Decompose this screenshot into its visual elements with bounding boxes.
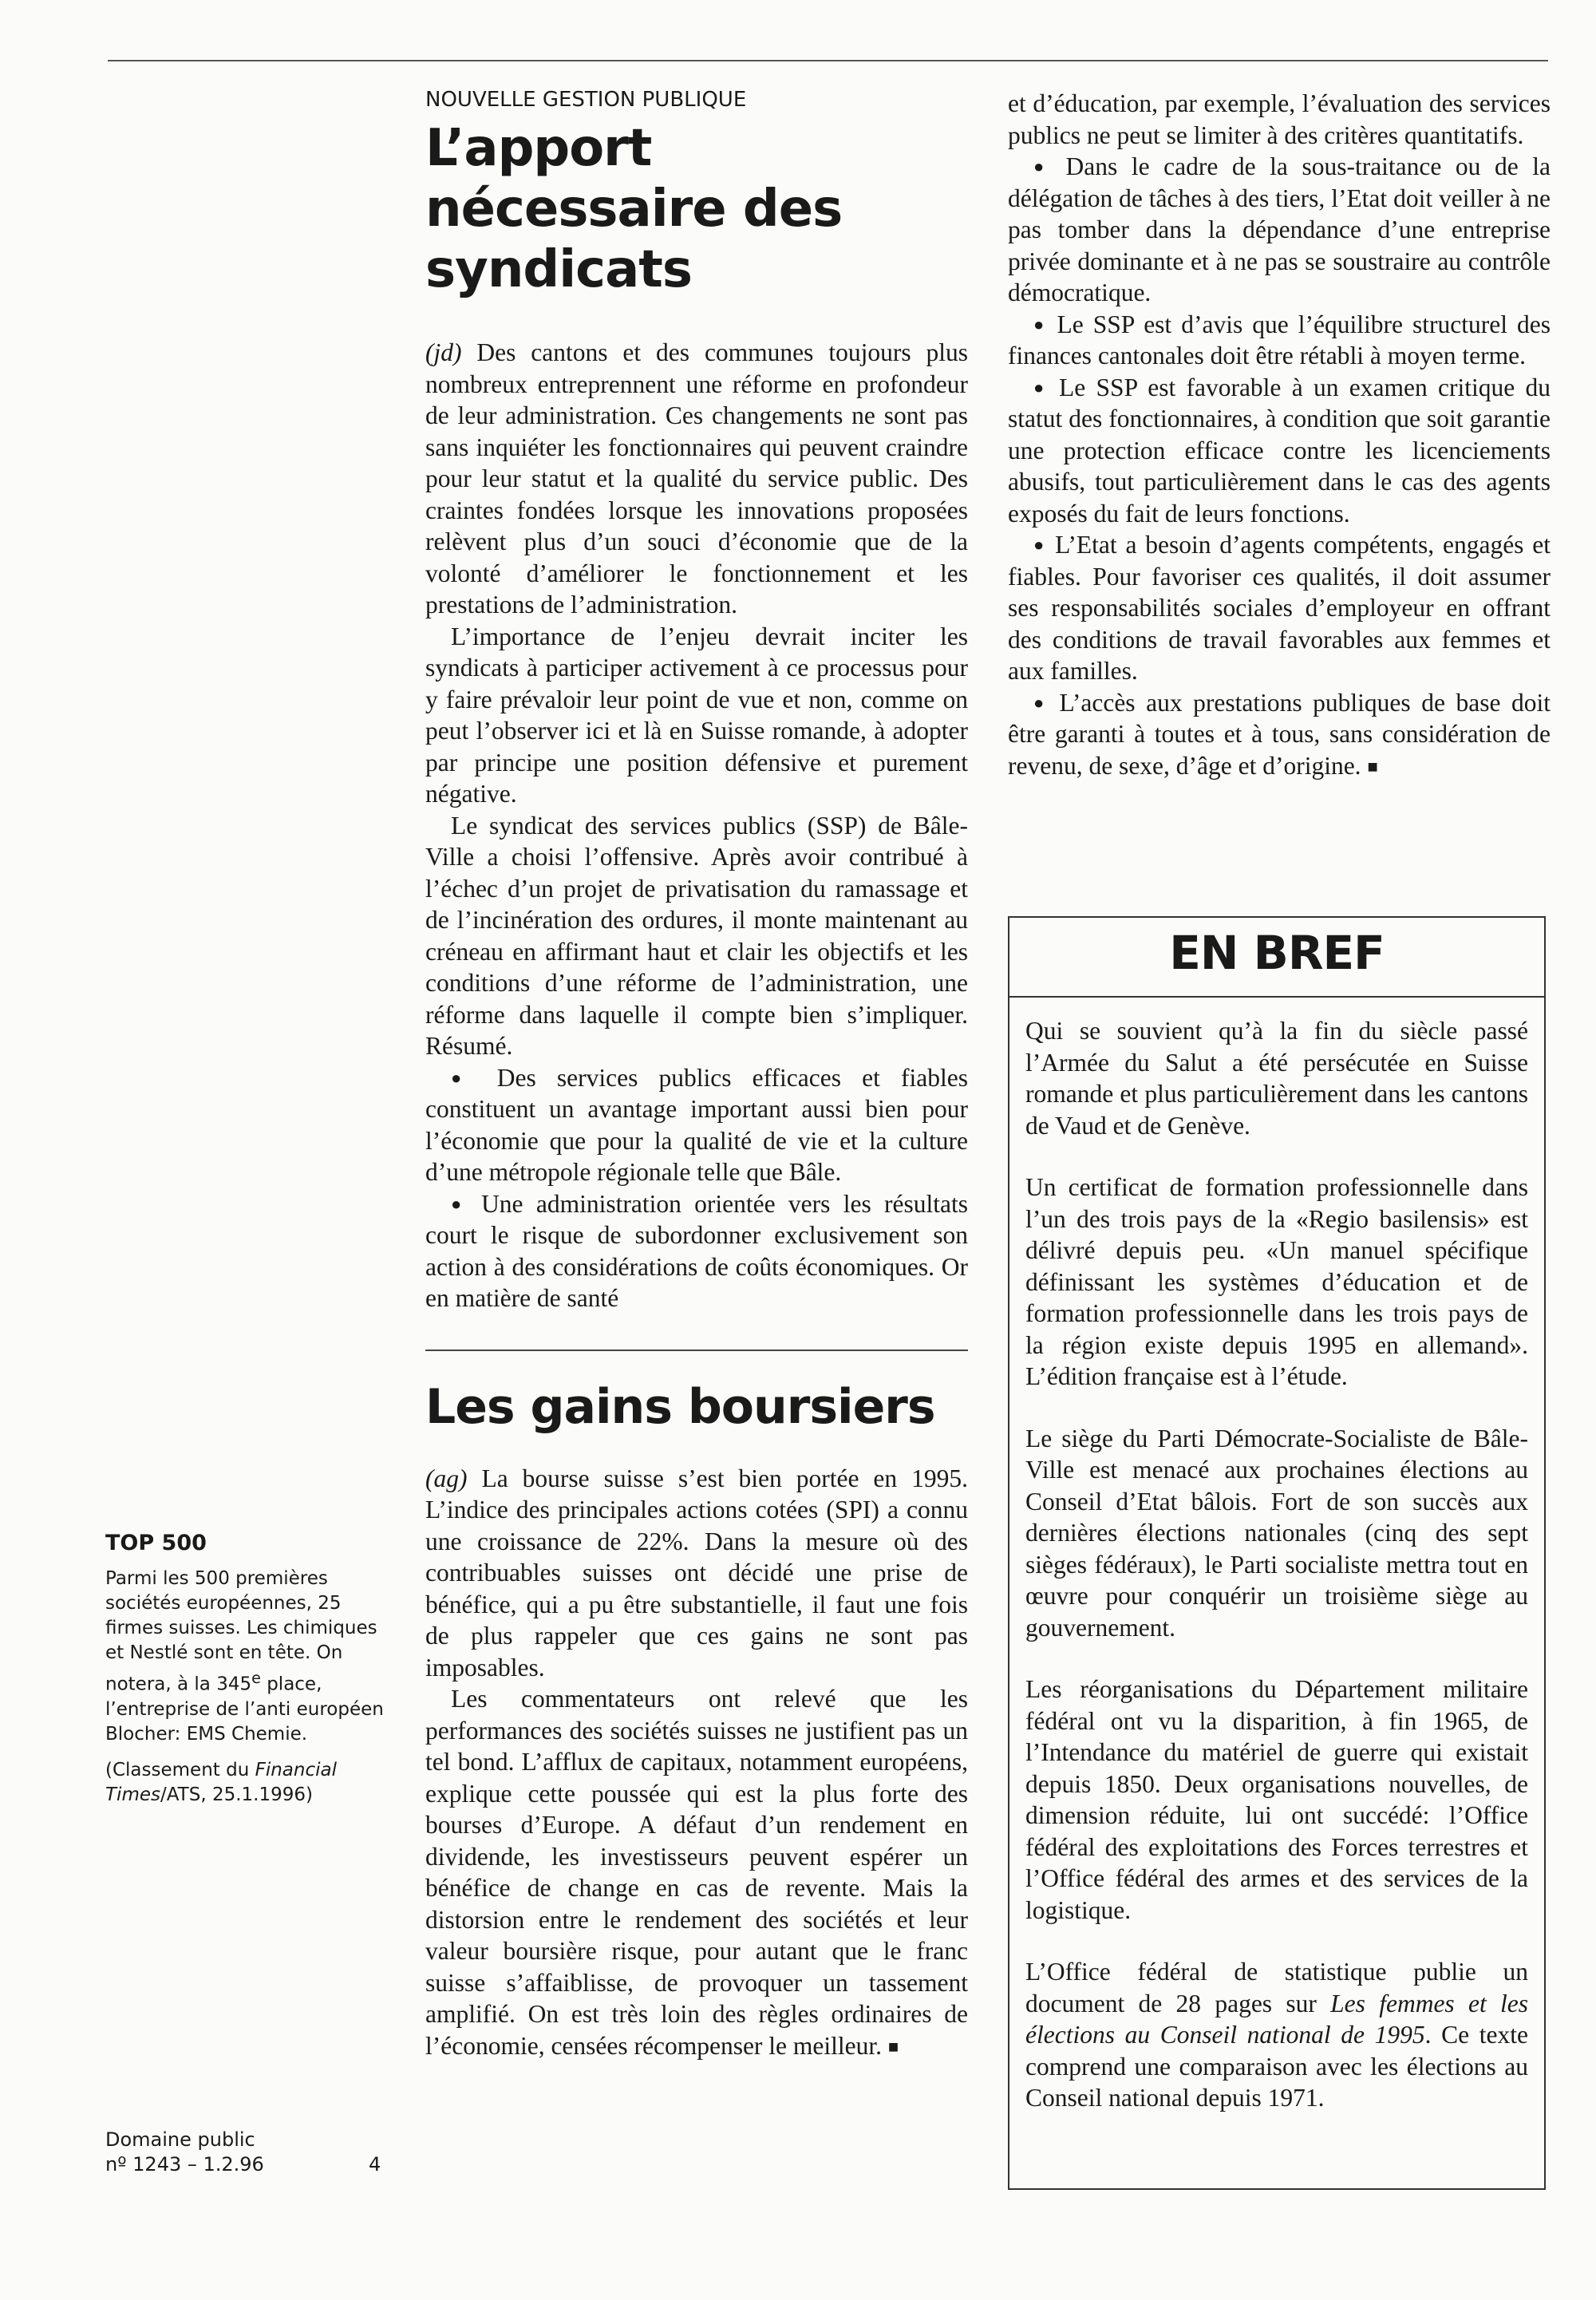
page-number: 4: [369, 2153, 381, 2176]
right-column: [1008, 88, 1551, 782]
en-bref-item: Le siège du Parti Démocrate-Socialiste de Bâle-Ville est menacé aux prochaines élections au Conseil d’Etat bâlois. Fort de son succès aux dernières élections nationales (cinq des sept sièges fédéraux), le Parti socialiste mettra tout en œuvre pour conquérir un troisième siège au gouvernement.: [1025, 1424, 1528, 1642]
bullet-icon: ●: [451, 1067, 476, 1088]
bullet-icon: ●: [1033, 156, 1052, 176]
en-bref-divider: [1009, 996, 1544, 998]
bullet-item: ● Le SSP est d’avis que l’équilibre structurel des finances cantonales doit être rétabli à moyen terme.: [1008, 310, 1551, 370]
en-bref-item: Qui se souvient qu’à la fin du siècle passé l’Armée du Salut a été persécutée en Suisse romande et plus particulièrement dans les cantons de Vaud et de Genève.: [1025, 1017, 1528, 1140]
sidebar-text: Parmi les 500 premières sociétés européennes, 25 firmes suisses. Les chimiques et Nestlé sont en tête. On notera, à la 345e place, l’entreprise de l’anti européen Blocher: EMS Chemie.: [105, 1568, 384, 1745]
middle-column: [425, 88, 968, 2062]
article-body-continued: [1008, 88, 1551, 782]
en-bref-title: EN BREF: [1169, 926, 1385, 980]
author-tag: (jd): [425, 338, 462, 366]
sidebar-note: [105, 1531, 385, 1819]
article-title: Les gains boursiers: [425, 1378, 935, 1435]
author-tag: (ag): [425, 1464, 468, 1492]
bullet-icon: ●: [1033, 535, 1047, 555]
article-title: [425, 118, 968, 300]
article-kicker: NOUVELLE GESTION PUBLIQUE: [425, 88, 747, 112]
en-bref-box: [1008, 916, 1546, 2190]
bullet-item: ● Des services publics efficaces et fiables constituent un avantage important aussi bien pour l’économie que pour la qualité de vie et la culture d’une métropole régionale telle que Bâle.: [425, 1063, 968, 1186]
article-title-line-2: syndicats: [425, 240, 692, 299]
bullet-item: ● Une administration orientée vers les résultats court le risque de subordonner exclusivement son action à des considérations de coûts économiques. Or en matière de santé: [425, 1189, 968, 1312]
section-divider: [425, 1350, 968, 1351]
publication-name: Domaine public: [105, 2128, 255, 2151]
bullet-item: ● Dans le cadre de la sous-traitance ou de la délégation de tâches à des tiers, l’Etat doit veiller à ne pas tomber dans la dépendance d’une entreprise privée dominante et à ne pas se soustraire au contrôle démocratique.: [1008, 152, 1551, 306]
issue-number: nº 1243 – 1.2.96: [105, 2153, 264, 2176]
top-rule: [108, 60, 1548, 61]
sidebar-title: TOP 500: [105, 1531, 207, 1555]
en-bref-item: L’Office fédéral de statistique publie un document de 28 pages sur Les femmes et les élections au Conseil national de 1995. Ce texte comprend une comparaison avec les élections au Conseil national depuis 1971.: [1025, 1958, 1528, 2112]
article-paragraph: Les commentateurs ont relevé que les performances des sociétés suisses ne justifient pas un tel bond. L’afflux de capitaux, notamment européens, explique cette poussée qui est la plus forte des bourses d’Europe. A défaut d’un rendement en dividende, les investisseurs peuvent espérer un bénéfice de change en cas de revente. Mais la distorsion entre le rendement des sociétés et leur valeur boursière risque, pour autant que le franc suisse s’affaiblisse, de provoquer un tassement amplifié. On est très loin des règles ordinaires de l’économie, censées récompenser le meilleur. ■: [425, 1685, 968, 2060]
article-paragraph: Le syndicat des services publics (SSP) de Bâle-Ville a choisi l’offensive. Après avoir contribué à l’échec d’un projet de privatisation du ramassage et de l’incinération des ordures, il monte maintenant au créneau en affirmant haut et clair les objectifs et les conditions d’une réforme de l’administration, une réforme dans laquelle il compte bien s’impliquer. Résumé.: [425, 811, 968, 1060]
sidebar-source: (Classement du Financial Times/ATS, 25.1.1996): [105, 1759, 337, 1805]
bullet-item: ● L’Etat a besoin d’agents compétents, engagés et fiables. Pour favoriser ces qualités, il doit assumer ses responsabilités sociales d’employeur en offrant des conditions de travail favorables aux femmes et aux familles.: [1008, 531, 1551, 685]
en-bref-item: Les réorganisations du Département militaire fédéral ont vu la disparition, à fin 1965, de l’Intendance du matériel de guerre qui existait depuis 1850. Deux organisations nouvelles, de dimension réduite, lui ont succédé: l’Office fédéral des exploitations des Forces terrestres et l’Office fédéral des armes et des services de la logistique.: [1025, 1675, 1528, 1924]
bullet-item: ● Le SSP est favorable à un examen critique du statut des fonctionnaires, à condition que soit garantie une protection efficace contre les licenciements abusifs, tout particulièrement dans le cas des agents exposés du fait de leurs fonctions.: [1008, 373, 1551, 528]
end-mark-icon: ■: [1367, 756, 1378, 777]
article-paragraph: (ag) La bourse suisse s’est bien portée en 1995. L’indice des principales actions cotées (SPI) a connu une croissance de 22%. Dans la mesure où des contribuables suisses ont décidé une prise de bénéfice, qui a pu être substantielle, il faut une fois de plus rappeler que ces gains ne sont pas imposables.: [425, 1464, 969, 1682]
bullet-icon: ●: [1033, 377, 1049, 397]
publication-title: Les femmes et les élections au Conseil national de 1995: [1025, 1989, 1528, 2049]
bullet-item: ● L’accès aux prestations publiques de base doit être garanti à toutes et à tous, sans considération de revenu, de sexe, d’âge et d’origine. ■: [1008, 688, 1551, 780]
article-paragraph: (jd) Des cantons et des communes toujours plus nombreux entreprennent une réforme en profondeur de leur administration. Ces changements ne sont pas sans inquiéter les fonctionnaires qui peuvent craindre pour leur statut et la qualité du service public. Des craintes fondées lorsque les innovations proposées relèvent plus d’un souci d’économie que de la volonté d’améliorer le fonctionnement et les prestations de l’administration.: [425, 338, 968, 618]
article-paragraph: et d’éducation, par exemple, l’évaluation des services publics ne peut se limiter à des critères quantitatifs.: [1008, 89, 1551, 149]
bullet-icon: ●: [1033, 314, 1048, 334]
en-bref-item: Un certificat de formation professionnelle dans l’un des trois pays de la «Regio basilensis» est délivré depuis peu. «Un manuel spécifique définissant les systèmes d’éducation et de formation professionnelle dans les trois pays de la région existe depuis 1995 en allemand». L’édition française est à l’étude.: [1025, 1173, 1528, 1390]
article-body: [425, 1463, 968, 2063]
bullet-icon: ●: [1033, 692, 1049, 713]
bullet-icon: ●: [451, 1193, 468, 1214]
article-title-line-1: L’apport nécessaire des: [425, 119, 843, 239]
end-mark-icon: ■: [887, 2036, 899, 2057]
article-body: [425, 337, 968, 1314]
page-footer: [105, 2128, 393, 2177]
article-paragraph: L’importance de l’enjeu devrait inciter les syndicats à participer activement à ce processus pour y faire prévaloir leur point de vue et non, comme on peut l’observer ici et là en Suisse romande, à adopter par principe une position défensive et purement négative.: [425, 622, 968, 808]
